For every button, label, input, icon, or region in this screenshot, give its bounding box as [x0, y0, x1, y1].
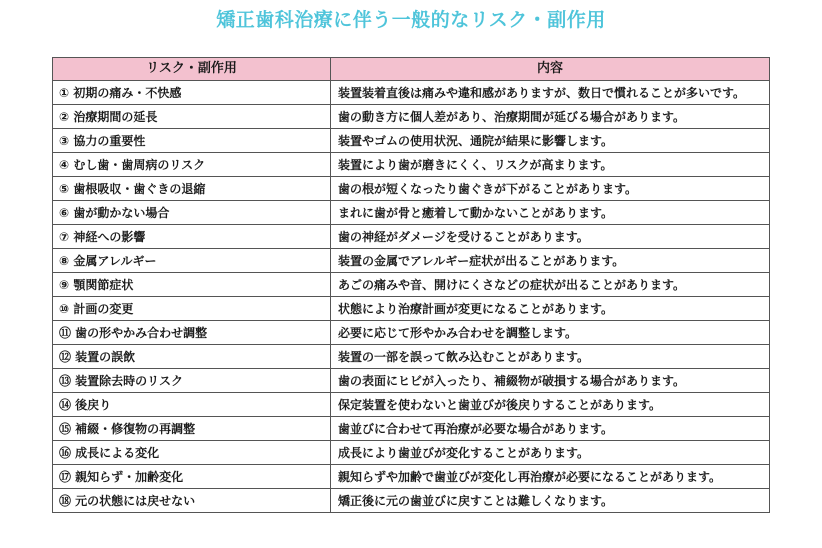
content-cell: 歯並びに合わせて再治療が必要な場合があります。 [331, 417, 770, 441]
content-cell: 成長により歯並びが変化することがあります。 [331, 441, 770, 465]
risk-cell: ⑦ 神経への影響 [53, 225, 331, 249]
risk-cell: ⑤ 歯根吸収・歯ぐきの退縮 [53, 177, 331, 201]
table-row [53, 273, 770, 297]
content-cell: 歯の神経がダメージを受けることがあります。 [331, 225, 770, 249]
table-header-row [53, 58, 770, 81]
content-cell: 装置の一部を誤って飲み込むことがあります。 [331, 345, 770, 369]
table-row [53, 345, 770, 369]
risk-cell: ⑬ 装置除去時のリスク [53, 369, 331, 393]
table-row [53, 201, 770, 225]
risk-cell: ⑩ 計画の変更 [53, 297, 331, 321]
table-row [53, 393, 770, 417]
content-cell: 歯の表面にヒビが入ったり、補綴物が破損する場合があります。 [331, 369, 770, 393]
content-cell: 親知らずや加齢で歯並びが変化し再治療が必要になることがあります。 [331, 465, 770, 489]
content-cell: 歯の動き方に個人差があり、治療期間が延びる場合があります。 [331, 105, 770, 129]
header-risk: リスク・副作用 [53, 58, 331, 81]
risk-cell: ④ むし歯・歯周病のリスク [53, 153, 331, 177]
table-row [53, 417, 770, 441]
table-row [53, 177, 770, 201]
table-row [53, 129, 770, 153]
table-row [53, 153, 770, 177]
content-cell: 必要に応じて形やかみ合わせを調整します。 [331, 321, 770, 345]
risk-cell: ⑰ 親知らず・加齢変化 [53, 465, 331, 489]
table-row [53, 321, 770, 345]
content-cell: あごの痛みや音、開けにくさなどの症状が出ることがあります。 [331, 273, 770, 297]
content-cell: 矯正後に元の歯並びに戻すことは難しくなります。 [331, 489, 770, 513]
risk-cell: ⑪ 歯の形やかみ合わせ調整 [53, 321, 331, 345]
risk-cell: ⑭ 後戻り [53, 393, 331, 417]
header-content: 内容 [331, 58, 770, 81]
risk-cell: ⑫ 装置の誤飲 [53, 345, 331, 369]
table-row [53, 465, 770, 489]
table-row [53, 81, 770, 105]
risk-cell: ⑧ 金属アレルギー [53, 249, 331, 273]
risk-table [52, 57, 770, 513]
content-cell: 歯の根が短くなったり歯ぐきが下がることがあります。 [331, 177, 770, 201]
table-row [53, 297, 770, 321]
table-row [53, 441, 770, 465]
table-row [53, 105, 770, 129]
table-row [53, 249, 770, 273]
table-row [53, 489, 770, 513]
content-cell: 装置やゴムの使用状況、通院が結果に影響します。 [331, 129, 770, 153]
risk-cell: ⑨ 顎関節症状 [53, 273, 331, 297]
content-cell: 保定装置を使わないと歯並びが後戻りすることがあります。 [331, 393, 770, 417]
table-row [53, 225, 770, 249]
risk-cell: ⑯ 成長による変化 [53, 441, 331, 465]
content-cell: 装置装着直後は痛みや違和感がありますが、数日で慣れることが多いです。 [331, 81, 770, 105]
risk-cell: ⑥ 歯が動かない場合 [53, 201, 331, 225]
content-cell: 装置の金属でアレルギー症状が出ることがあります。 [331, 249, 770, 273]
risk-cell: ⑮ 補綴・修復物の再調整 [53, 417, 331, 441]
content-cell: まれに歯が骨と癒着して動かないことがあります。 [331, 201, 770, 225]
table-row [53, 369, 770, 393]
content-cell: 装置により歯が磨きにくく、リスクが高まります。 [331, 153, 770, 177]
risk-cell: ① 初期の痛み・不快感 [53, 81, 331, 105]
page-title: 矯正歯科治療に伴う一般的なリスク・副作用 [216, 9, 606, 31]
risk-cell: ② 治療期間の延長 [53, 105, 331, 129]
content-cell: 状態により治療計画が変更になることがあります。 [331, 297, 770, 321]
risk-cell: ⑱ 元の状態には戻せない [53, 489, 331, 513]
risk-cell: ③ 協力の重要性 [53, 129, 331, 153]
